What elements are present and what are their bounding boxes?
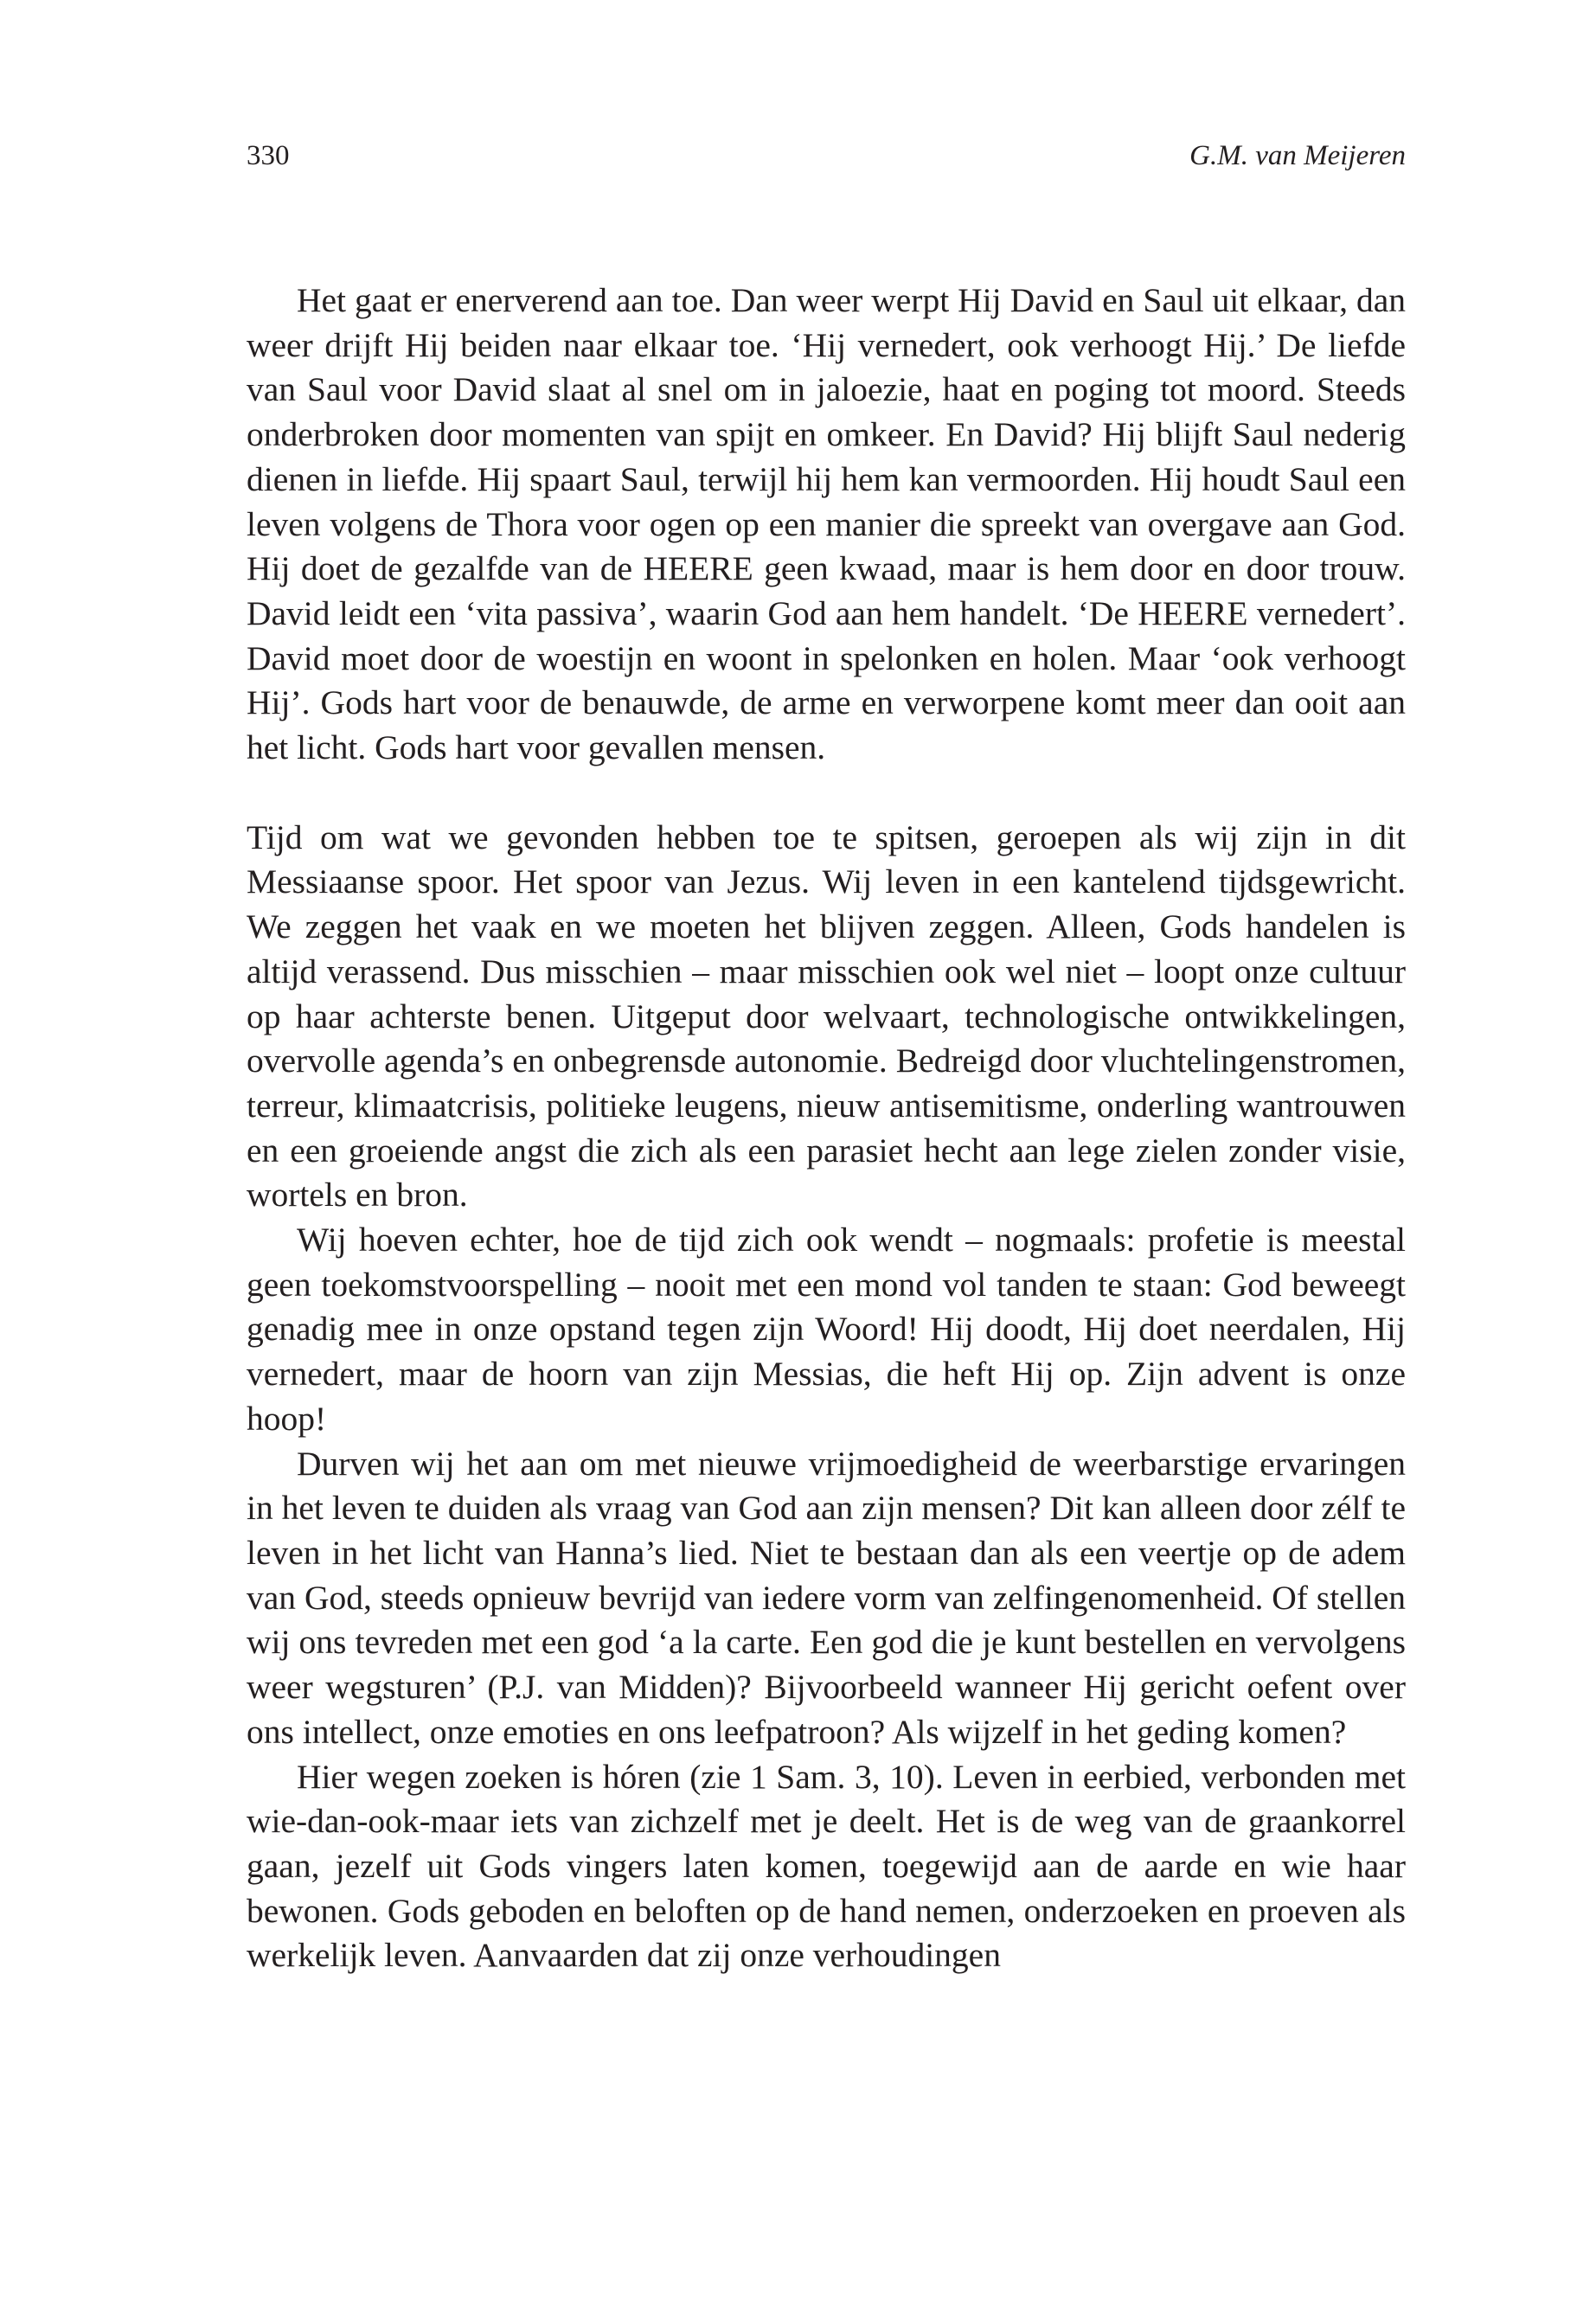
paragraph: Durven wij het aan om met nieuwe vrijmoedigheid de weerbarstige ervaringen in het leven te duiden als vraag van God aan zijn mensen? Dit kan alleen door zélf te leven in het licht van Hanna’s lied. Niet te bestaan dan als een veertje op de adem van God, steeds opnieuw bevrijd van iedere vorm van zelfingenomenheid. Of stellen wij ons tevreden met een god ‘a la carte. Een god die je kunt bestellen en vervolgens weer wegsturen’ (P.J. van Midden)? Bijvoorbeeld wanneer Hij gericht oefent over ons intellect, onze emoties en ons leefpatroon? Als wijzelf in het geding komen?	[247, 1444, 1406, 1751]
running-head-author: G.M. van Meijeren	[1189, 140, 1406, 171]
paragraph: Hier wegen zoeken is hóren (zie 1 Sam. 3, 10). Leven in eerbied, verbonden met wie-dan-ook-maar iets van zichzelf met je deelt. Het is de weg van de graankorrel gaan, jezelf uit Gods vingers laten komen, toegewijd aan de aarde en wie haar bewonen. Gods geboden en beloften op de hand nemen, onderzoeken en proeven als werkelijk leven. Aanvaarden dat zij onze verhoudingen	[247, 1757, 1406, 1975]
page-header	[247, 138, 1406, 173]
paragraph: Tijd om wat we gevonden hebben toe te spitsen, geroepen als wij zijn in dit Messiaanse spoor. Het spoor van Jezus. Wij leven in een kantelend tijdsgewricht. We zeggen het vaak en we moeten het blijven zeggen. Alleen, Gods handelen is altijd verassend. Dus misschien – maar misschien ook wel niet – loopt onze cultuur op haar achterste benen. Uitgeput door welvaart, technologische ontwikkelingen, overvolle agenda’s en onbegrensde autonomie. Bedreigd door vluchtelingenstromen, terreur, klimaatcrisis, politieke leugens, nieuw antisemitisme, onderling wantrouwen en een groeiende angst die zich als een parasiet hecht aan lege zielen zonder visie, wortels en bron.	[247, 817, 1406, 1215]
paragraph: Wij hoeven echter, hoe de tijd zich ook wendt – nogmaals: profetie is meestal geen toekomstvoorspelling – nooit met een mond vol tanden te staan: God beweegt genadig mee in onze opstand tegen zijn Woord! Hij doodt, Hij doet neerdalen, Hij vernedert, maar de hoorn van zijn Messias, die heft Hij op. Zijn advent is onze hoop!	[247, 1221, 1406, 1438]
paragraph: Het gaat er enerverend aan toe. Dan weer werpt Hij David en Saul uit elkaar, dan weer drijft Hij beiden naar elkaar toe. ‘Hij vernedert, ook verhoogt Hij.’ De liefde van Saul voor David slaat al snel om in jaloezie, haat en poging tot moord. Steeds onderbroken door momenten van spijt en omkeer. En David? Hij blijft Saul nederig dienen in liefde. Hij spaart Saul, terwijl hij hem kan vermoorden. Hij houdt Saul een leven volgens de Thora voor ogen op een manier die spreekt van overgave aan God. Hij doet de gezalfde van de HEERE geen kwaad, maar is hem door en door trouw. David leidt een ‘vita passiva’, waarin God aan hem handelt. ‘De HEERE vernedert’. David moet door de woestijn en woont in spelonken en holen. Maar ‘ook verhoogt Hij’. Gods hart voor de benauwde, de arme en verworpene komt meer dan ooit aan het licht. Gods hart voor gevallen mensen.	[247, 281, 1406, 767]
section-break	[247, 771, 1406, 816]
page-number: 330	[247, 140, 290, 171]
body-text	[247, 279, 1406, 1978]
